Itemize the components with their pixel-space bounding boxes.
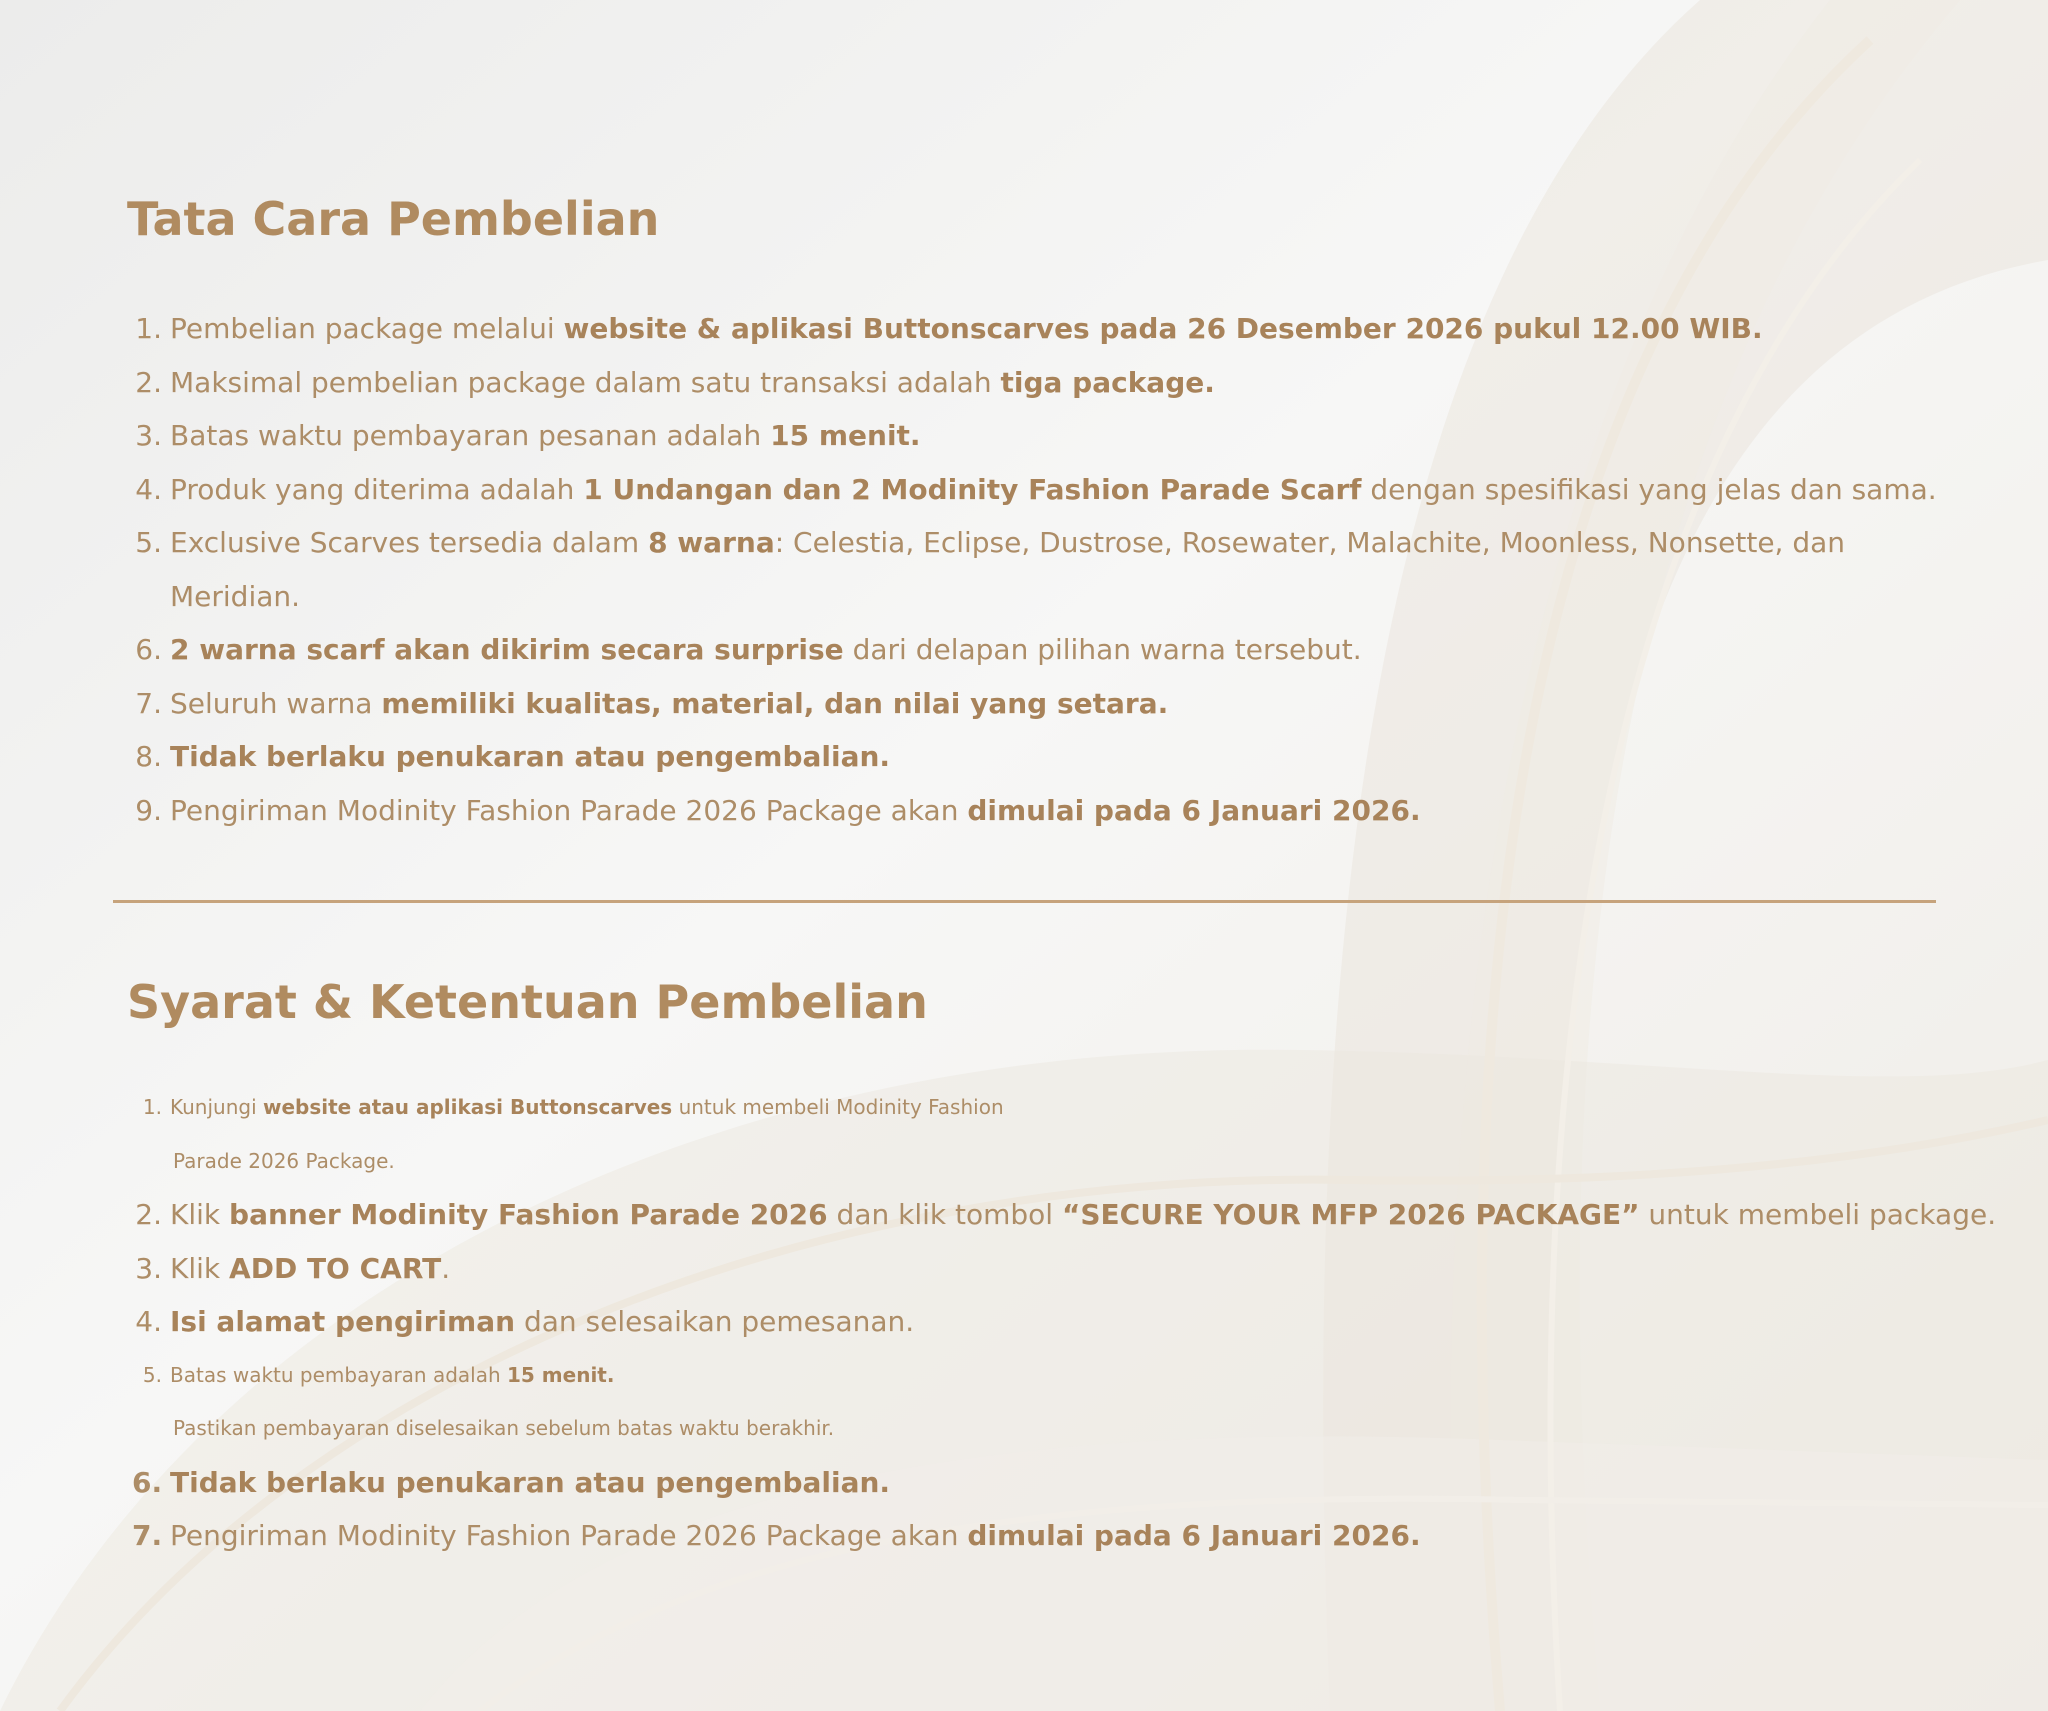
body-text: dan klik tombol <box>827 1198 1062 1231</box>
emphasis-text: memiliki kualitas, material, dan nilai yang setara. <box>381 686 1169 720</box>
body-text: . <box>441 1251 451 1285</box>
body-text: Pembelian package melalui <box>170 312 564 345</box>
list-item-text <box>170 312 1763 345</box>
body-text: Batas waktu pembayaran adalah <box>170 1362 508 1387</box>
emphasis-text: dimulai pada 6 Januari 2026. <box>967 793 1421 827</box>
list-item-text <box>170 419 921 452</box>
list-item <box>0 302 1937 356</box>
list-item-continuation: Pastikan pembayaran diselesaikan sebelum batas waktu berakhir. <box>173 1416 835 1440</box>
body-text: Batas waktu pembayaran pesanan adalah <box>170 419 771 452</box>
body-text: Klik <box>170 1251 230 1285</box>
body-text: Produk yang diterima adalah <box>170 472 584 506</box>
list-item <box>0 1509 1996 1563</box>
emphasis-text: “SECURE YOUR MFP 2026 PACKAGE” <box>1061 1198 1640 1231</box>
emphasis-text: Tidak berlaku penukaran atau pengembalian. <box>170 740 891 773</box>
emphasis-text: dimulai pada 6 Januari 2026. <box>967 1519 1421 1552</box>
emphasis-text: 15 menit. <box>507 1362 615 1387</box>
list-item <box>0 1295 1996 1349</box>
list-item <box>0 1456 1996 1510</box>
list-item <box>0 730 1937 784</box>
emphasis-text: Tidak berlaku penukaran atau pengembalian. <box>170 1465 891 1499</box>
section-divider <box>113 900 1936 903</box>
body-text: Seluruh warna <box>170 686 382 720</box>
list-item <box>0 463 1937 517</box>
emphasis-text: 2 warna scarf akan dikirim secara surprise <box>170 633 844 666</box>
list-item <box>0 1081 1996 1188</box>
list-item <box>0 784 1937 838</box>
list-item <box>0 1188 1996 1242</box>
emphasis-text: Isi alamat pengiriman <box>170 1305 516 1338</box>
emphasis-text: website & aplikasi Buttonscarves pada 26 Desember 2026 pukul 12.00 WIB. <box>563 312 1763 345</box>
list-item-number: 2. <box>135 1198 162 1231</box>
list-item <box>0 677 1937 731</box>
list-item <box>0 356 1937 410</box>
body-text: Pengiriman Modinity Fashion Parade 2026 Package akan <box>170 793 968 827</box>
list-item <box>0 623 1937 677</box>
section-title-syarat-ketentuan: Syarat & Ketentuan Pembelian <box>127 975 928 1029</box>
body-text: : Celestia, Eclipse, Dustrose, Rosewater, Malachite, Moonless, Nonsette, dan <box>774 526 1846 559</box>
emphasis-text: 15 menit. <box>770 419 921 452</box>
body-text: Exclusive Scarves tersedia dalam <box>170 526 649 559</box>
list-item <box>0 409 1937 463</box>
list-item-text <box>170 473 1937 506</box>
list-item-number: 7. <box>135 686 162 720</box>
list-item-text <box>170 1519 1421 1552</box>
body-text: Maksimal pembelian package dalam satu transaksi adalah <box>170 365 1001 399</box>
list-item-number: 4. <box>135 472 162 506</box>
list-item-number: 2. <box>135 365 162 399</box>
body-text: Pengiriman Modinity Fashion Parade 2026 Package akan <box>170 1519 968 1552</box>
emphasis-text: banner Modinity Fashion Parade 2026 <box>229 1198 828 1231</box>
list-item-text <box>170 1305 914 1338</box>
body-text: Kunjungi <box>170 1095 263 1119</box>
list-item-number: 4. <box>135 1305 162 1338</box>
list-item-text <box>170 1363 614 1387</box>
emphasis-text: 1 Undangan dan 2 Modinity Fashion Parade Scarf <box>583 472 1362 506</box>
list-item-number: 3. <box>135 1251 162 1285</box>
list-item-text <box>170 1466 890 1499</box>
list-item-number: 9. <box>135 793 162 827</box>
list-item-text <box>170 794 1421 827</box>
body-text: dari delapan pilihan warna tersebut. <box>843 633 1362 666</box>
list-item-text <box>170 526 1845 559</box>
list-item-text <box>170 1198 1996 1231</box>
list-item-number: 6. <box>132 1465 163 1499</box>
list-item <box>0 1242 1996 1296</box>
list-item-number: 3. <box>135 419 162 452</box>
list-item-text <box>170 1252 450 1285</box>
list-item-text <box>170 366 1215 399</box>
body-text: dan selesaikan pemesanan. <box>515 1305 915 1338</box>
list-item <box>0 1349 1996 1456</box>
list-item-number: 1. <box>142 1095 162 1119</box>
list-item-number: 5. <box>135 526 162 559</box>
list-item-number: 8. <box>135 740 162 773</box>
body-text: untuk membeli Modinity Fashion <box>672 1095 1004 1119</box>
body-text: dengan spesifikasi yang jelas dan sama. <box>1361 472 1937 506</box>
body-text: untuk membeli package. <box>1639 1198 1997 1231</box>
list-item-number: 7. <box>132 1519 163 1552</box>
list-item <box>0 516 1937 623</box>
section-title-tata-cara: Tata Cara Pembelian <box>127 192 660 246</box>
list-item-number: 5. <box>142 1362 162 1387</box>
tata-cara-list <box>0 302 1937 837</box>
syarat-ketentuan-list <box>0 1081 1996 1563</box>
list-item-continuation: Parade 2026 Package. <box>173 1148 395 1173</box>
emphasis-text: website atau aplikasi Buttonscarves <box>263 1095 673 1119</box>
list-item-text <box>170 633 1362 666</box>
emphasis-text: 8 warna <box>648 526 775 559</box>
list-item-number: 6. <box>135 633 162 666</box>
emphasis-text: ADD TO CART <box>229 1251 442 1285</box>
list-item-number: 1. <box>135 312 162 345</box>
list-item-text <box>170 1095 1004 1119</box>
list-item-text <box>170 687 1168 720</box>
list-item-continuation: Meridian. <box>170 579 301 613</box>
list-item-text <box>170 740 890 773</box>
emphasis-text: tiga package. <box>1000 365 1215 399</box>
body-text: Klik <box>170 1198 230 1231</box>
